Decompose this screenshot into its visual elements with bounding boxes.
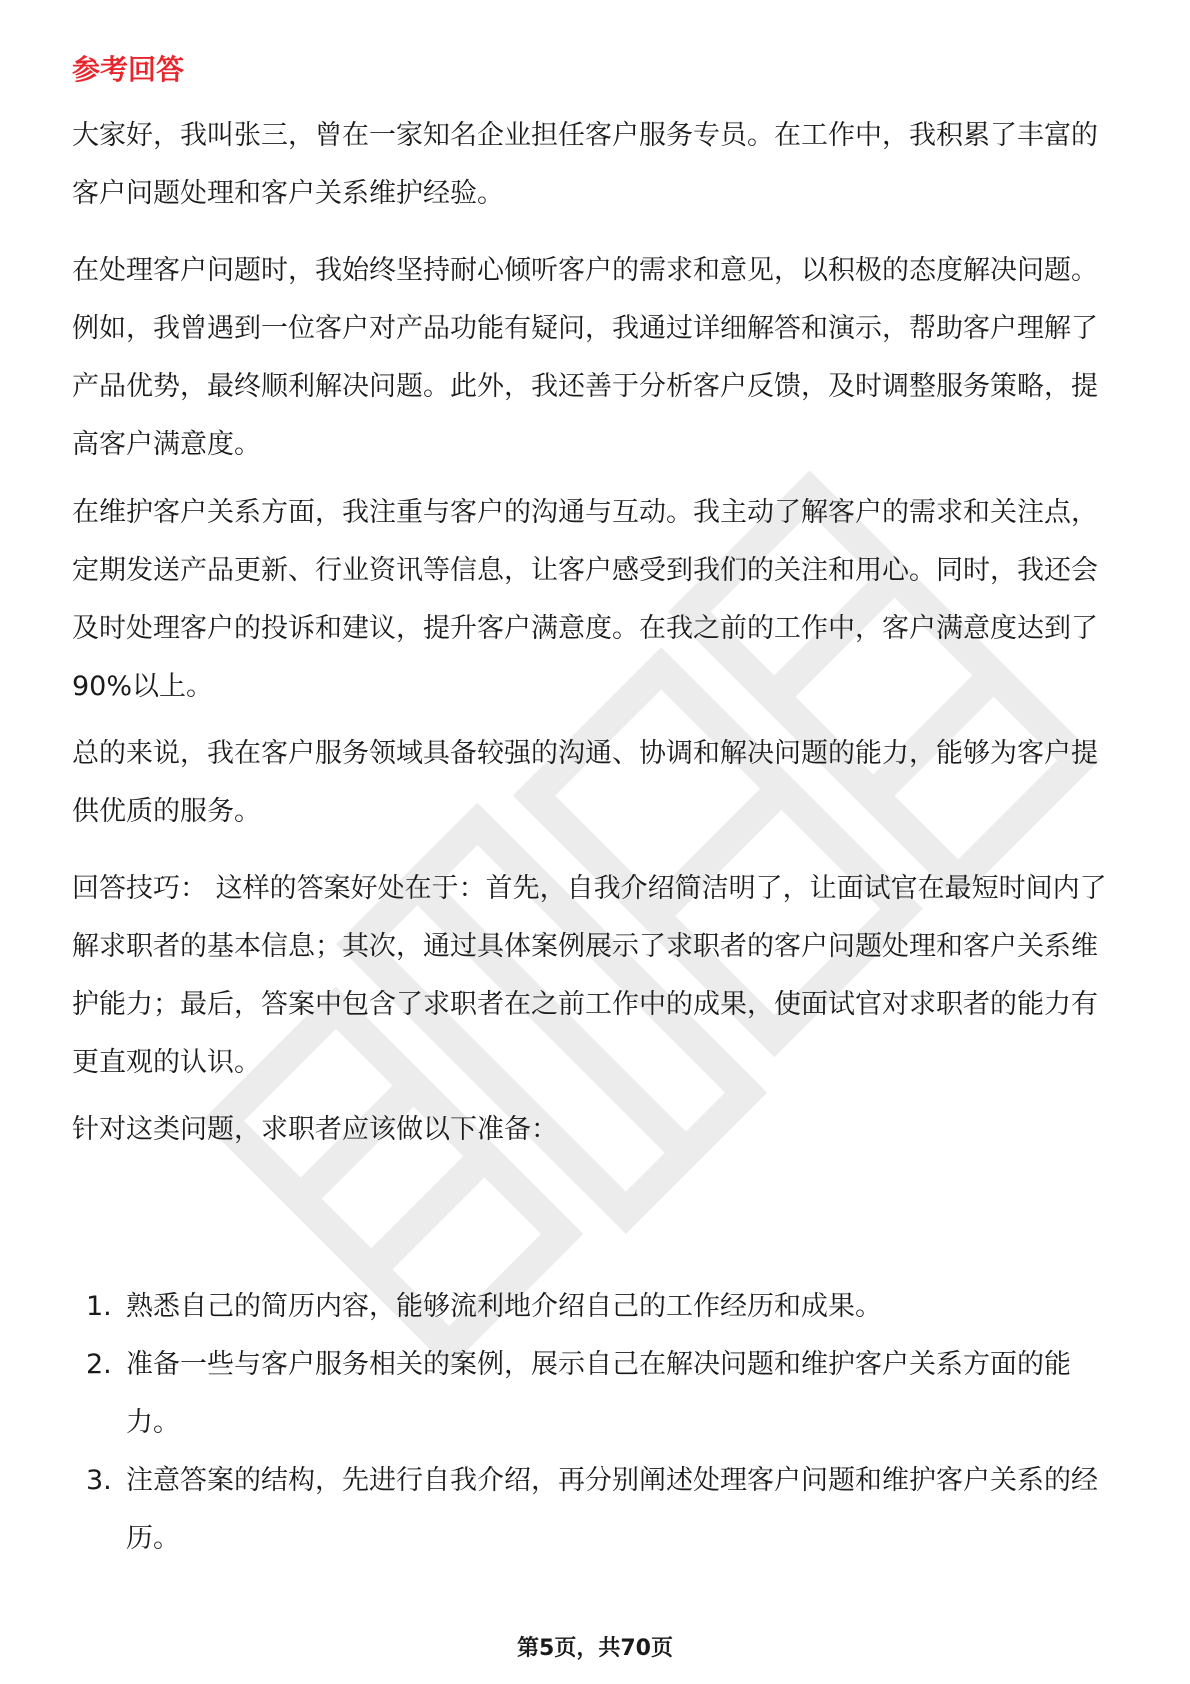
list-item-number: 1.	[86, 1291, 112, 1322]
list-item	[72, 1278, 1122, 1336]
list-item-text: 熟悉自己的简历内容，能够流利地介绍自己的工作经历和成果。	[126, 1291, 882, 1322]
list-item-number: 3.	[86, 1465, 112, 1496]
section-heading: 参考回答	[72, 53, 185, 86]
preparation-list	[72, 1278, 1122, 1568]
list-item	[72, 1336, 1122, 1452]
paragraph-answer-tips: 回答技巧： 这样的答案好处在于：首先，自我介绍简洁明了，让面试官在最短时间内了解求职者的基本信息；其次，通过具体案例展示了求职者的客户问题处理和客户关系维护能力；最后，答案中包含了求职者在之前工作中的成果，使面试官对求职者的能力有更直观的认识。	[72, 873, 1107, 1078]
paragraph-relationship: 在维护客户关系方面，我注重与客户的沟通与互动。我主动了解客户的需求和关注点，定期发送产品更新、行业资讯等信息，让客户感受到我们的关注和用心。同时，我还会及时处理客户的投诉和建议，提升客户满意度。在我之前的工作中，客户满意度达到了90%以上。	[72, 497, 1098, 702]
list-item-number: 2.	[86, 1349, 112, 1380]
paragraph-problem-handling: 在处理客户问题时，我始终坚持耐心倾听客户的需求和意见，以积极的态度解决问题。例如，我曾遇到一位客户对产品功能有疑问，我通过详细解答和演示，帮助客户理解了产品优势，最终顺利解决问题。此外，我还善于分析客户反馈，及时调整服务策略，提高客户满意度。	[72, 255, 1098, 460]
paragraph-intro: 大家好，我叫张三，曾在一家知名企业担任客户服务专员。在工作中，我积累了丰富的客户问题处理和客户关系维护经验。	[72, 120, 1098, 209]
list-item	[72, 1452, 1122, 1568]
page-number-footer: 第5页，共70页	[517, 1636, 673, 1661]
list-item-text: 准备一些与客户服务相关的案例，展示自己在解决问题和维护客户关系方面的能力。	[126, 1349, 1071, 1438]
paragraph-summary: 总的来说，我在客户服务领域具备较强的沟通、协调和解决问题的能力，能够为客户提供优质的服务。	[72, 738, 1098, 827]
list-item-text: 注意答案的结构，先进行自我介绍，再分别阐述处理客户问题和维护客户关系的经历。	[126, 1465, 1098, 1554]
paragraph-preparation-intro: 针对这类问题，求职者应该做以下准备：	[72, 1114, 558, 1145]
